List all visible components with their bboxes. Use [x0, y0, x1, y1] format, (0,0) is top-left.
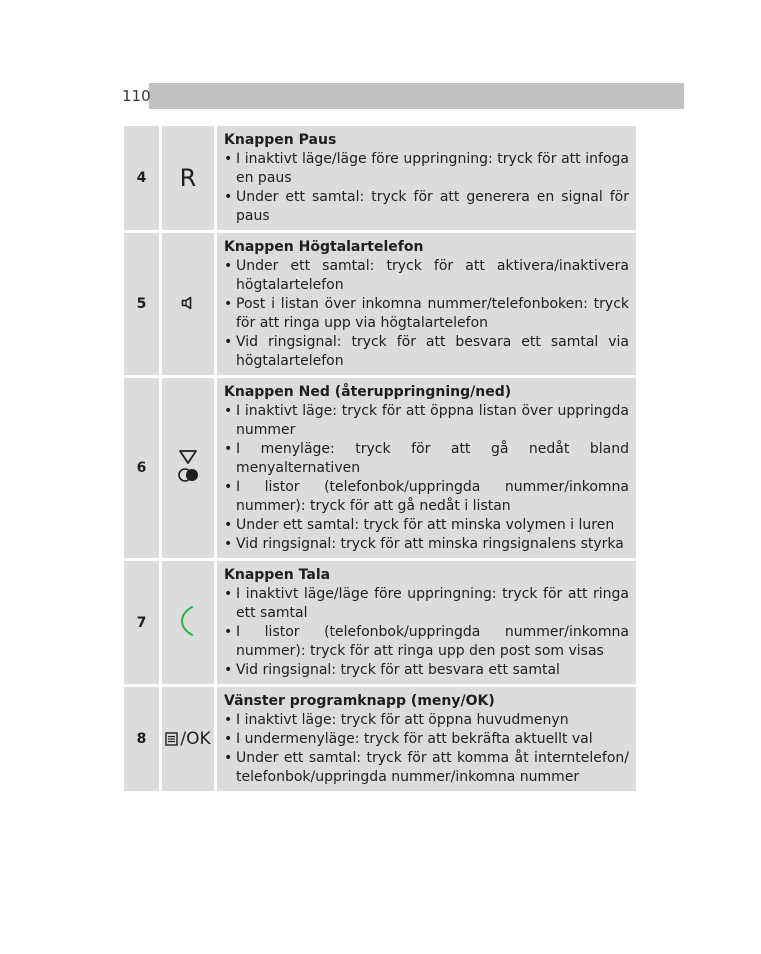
- description-cell: [217, 126, 636, 230]
- table-row: [124, 233, 636, 375]
- description-cell: [217, 378, 636, 558]
- menu-icon: [165, 732, 178, 746]
- row-number: 5: [124, 233, 159, 375]
- row-number: 4: [124, 126, 159, 230]
- key-table: [124, 126, 636, 791]
- list-item: • I listor (telefonbok/uppringda nummer/inkomna nummer): tryck för att gå nedåt i listan: [224, 478, 629, 516]
- table-row: [124, 561, 636, 684]
- r-key-icon: R: [179, 164, 197, 192]
- row-number: 8: [124, 687, 159, 791]
- row-number: 7: [124, 561, 159, 684]
- table-row: [124, 687, 636, 791]
- list-item: • I listor (telefonbok/uppringda nummer/inkomna nummer): tryck för att ringa upp den post som visas: [224, 623, 629, 661]
- list-item: • Vid ringsignal: tryck för att besvara ett samtal: [224, 661, 629, 680]
- description-cell: [217, 687, 636, 791]
- talk-icon: [180, 605, 196, 641]
- key-title: Knappen Ned (återuppringning/ned): [224, 384, 512, 400]
- list-item: • Vid ringsignal: tryck för att besvara ett samtal via högtalartelefon: [224, 333, 629, 371]
- icon-cell: [162, 233, 214, 375]
- page-header-bar: [122, 83, 684, 109]
- speaker-icon: [181, 295, 195, 314]
- list-item: • I menyläge: tryck för att gå nedåt bland menyalternativen: [224, 440, 629, 478]
- list-item: • Under ett samtal: tryck för att aktivera/inaktivera högtalartelefon: [224, 257, 629, 295]
- down-redial-icon: [174, 447, 202, 489]
- table-row: [124, 126, 636, 230]
- page-number: 110: [122, 83, 149, 109]
- icon-cell: [162, 126, 214, 230]
- table-row: [124, 378, 636, 558]
- list-item: • Post i listan över inkomna nummer/telefonboken: tryck för att ringa upp via högtalartelefon: [224, 295, 629, 333]
- ok-label: /OK: [180, 729, 211, 749]
- icon-cell: [162, 687, 214, 791]
- key-title: Knappen Tala: [224, 567, 331, 583]
- key-title: Vänster programknapp (meny/OK): [224, 693, 495, 709]
- list-item: • I inaktivt läge/läge före uppringning: tryck för att infoga en paus: [224, 150, 629, 188]
- key-title: Knappen Högtalartelefon: [224, 239, 424, 255]
- list-item: • Under ett samtal: tryck för att komma åt interntelefon/ telefonbok/uppringda nummer/inkomna nummer: [224, 749, 629, 787]
- icon-cell: [162, 561, 214, 684]
- list-item: • Vid ringsignal: tryck för att minska ringsignalens styrka: [224, 535, 629, 554]
- list-item: • Under ett samtal: tryck för att minska volymen i luren: [224, 516, 629, 535]
- list-item: • I inaktivt läge: tryck för att öppna listan över uppringda nummer: [224, 402, 629, 440]
- key-title: Knappen Paus: [224, 132, 337, 148]
- list-item: • I undermenyläge: tryck för att bekräfta aktuellt val: [224, 730, 629, 749]
- description-cell: [217, 561, 636, 684]
- list-item: • I inaktivt läge: tryck för att öppna huvudmenyn: [224, 711, 629, 730]
- list-item: • I inaktivt läge/läge före uppringning: tryck för att ringa ett samtal: [224, 585, 629, 623]
- description-cell: [217, 233, 636, 375]
- row-number: 6: [124, 378, 159, 558]
- menu-ok-icon: [165, 729, 210, 749]
- list-item: • Under ett samtal: tryck för att generera en signal för paus: [224, 188, 629, 226]
- icon-cell: [162, 378, 214, 558]
